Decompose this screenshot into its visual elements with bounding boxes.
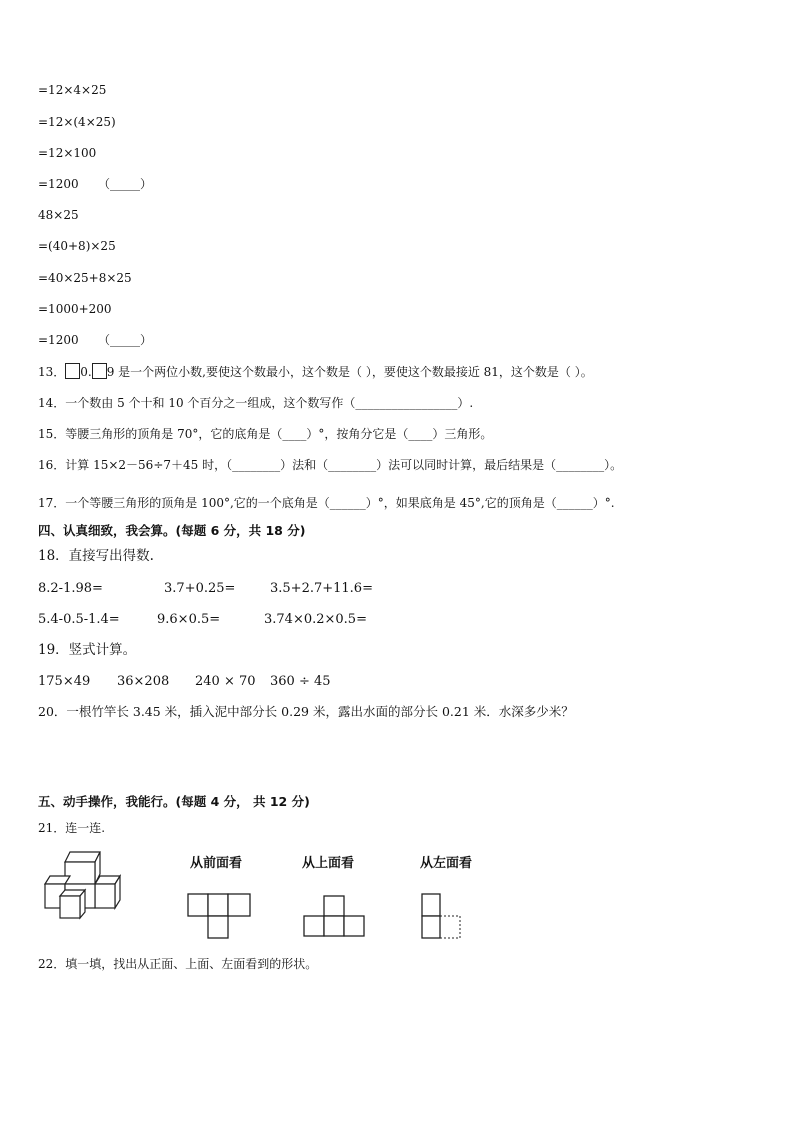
view-label-front: 从前面看	[190, 856, 243, 871]
step-line: =1200	[38, 177, 79, 191]
question-20: 20．一根竹竿长 3.45 米，插入泥中部分长 0.29 米，露出水面的部分长 0.21 米．水深多少米？	[38, 704, 574, 719]
step-line: =12×4×25	[38, 83, 107, 97]
question-19-title: 19．竖式计算。	[38, 642, 137, 658]
calc-item: 240 × 70	[195, 674, 256, 689]
question-number: 13．	[38, 365, 66, 379]
calc-item: 9.6×0.5=	[157, 612, 221, 627]
question-16: 16．计算 15×2－56÷7＋45 时，（________）法和（________）法可以同时计算，最后结果是（________）。	[38, 458, 623, 472]
top-view-shape[interactable]	[302, 892, 368, 940]
digit-box[interactable]	[92, 363, 107, 379]
question-14: 14．一个数由 5 个十和 10 个百分之一组成，这个数写作（_________________）.	[38, 396, 474, 410]
step-line: =12×(4×25)	[38, 115, 116, 129]
question-21-title: 21．连一连.	[38, 821, 106, 835]
section-heading: 四、认真细致，我会算。(每题 6 分，共 18 分)	[38, 523, 306, 538]
left-view-shape[interactable]	[420, 892, 466, 942]
calc-item: 3.74×0.2×0.5=	[264, 612, 367, 627]
view-label-left: 从左面看	[420, 856, 473, 871]
digit-box[interactable]	[65, 363, 80, 379]
step-line: =1000+200	[38, 302, 112, 316]
answer-blank[interactable]: （_____）	[98, 333, 153, 347]
cube-stack-figure	[40, 848, 136, 922]
step-line: =12×100	[38, 146, 97, 160]
calc-item: 3.5+2.7+11.6=	[270, 581, 373, 596]
question-22: 22．填一填，找出从正面、上面、左面看到的形状。	[38, 957, 318, 971]
question-18-title: 18．直接写出得数.	[38, 548, 154, 564]
section-heading: 五、动手操作，我能行。(每题 4 分， 共 12 分)	[38, 794, 310, 809]
calc-item: 3.7+0.25=	[164, 581, 236, 596]
step-line: =(40+8)×25	[38, 239, 116, 253]
question-17: 17．一个等腰三角形的顶角是 100°,它的一个底角是（______）°，如果底角是 45°,它的顶角是（______）°.	[38, 496, 615, 510]
front-view-shape[interactable]	[186, 892, 254, 940]
decimal-point: 0.	[80, 365, 92, 379]
step-line: 48×25	[38, 208, 79, 222]
calc-item: 36×208	[117, 674, 170, 689]
step-line: =1200	[38, 333, 79, 347]
question-text: 9 是一个两位小数,要使这个数最小，这个数是（ ），要使这个数最接近 81，这个数是（ ）。	[106, 365, 593, 379]
calc-item: 5.4-0.5-1.4=	[38, 612, 120, 627]
calc-item: 175×49	[38, 674, 91, 689]
question-15: 15．等腰三角形的顶角是 70°，它的底角是（____）°，按角分它是（____）三角形。	[38, 427, 493, 441]
calc-item: 360 ÷ 45	[270, 674, 331, 689]
calc-item: 8.2-1.98=	[38, 581, 103, 596]
question-13	[38, 363, 593, 380]
view-label-top: 从上面看	[302, 856, 355, 871]
step-line: =40×25+8×25	[38, 271, 132, 285]
answer-blank[interactable]: （_____）	[98, 177, 153, 191]
